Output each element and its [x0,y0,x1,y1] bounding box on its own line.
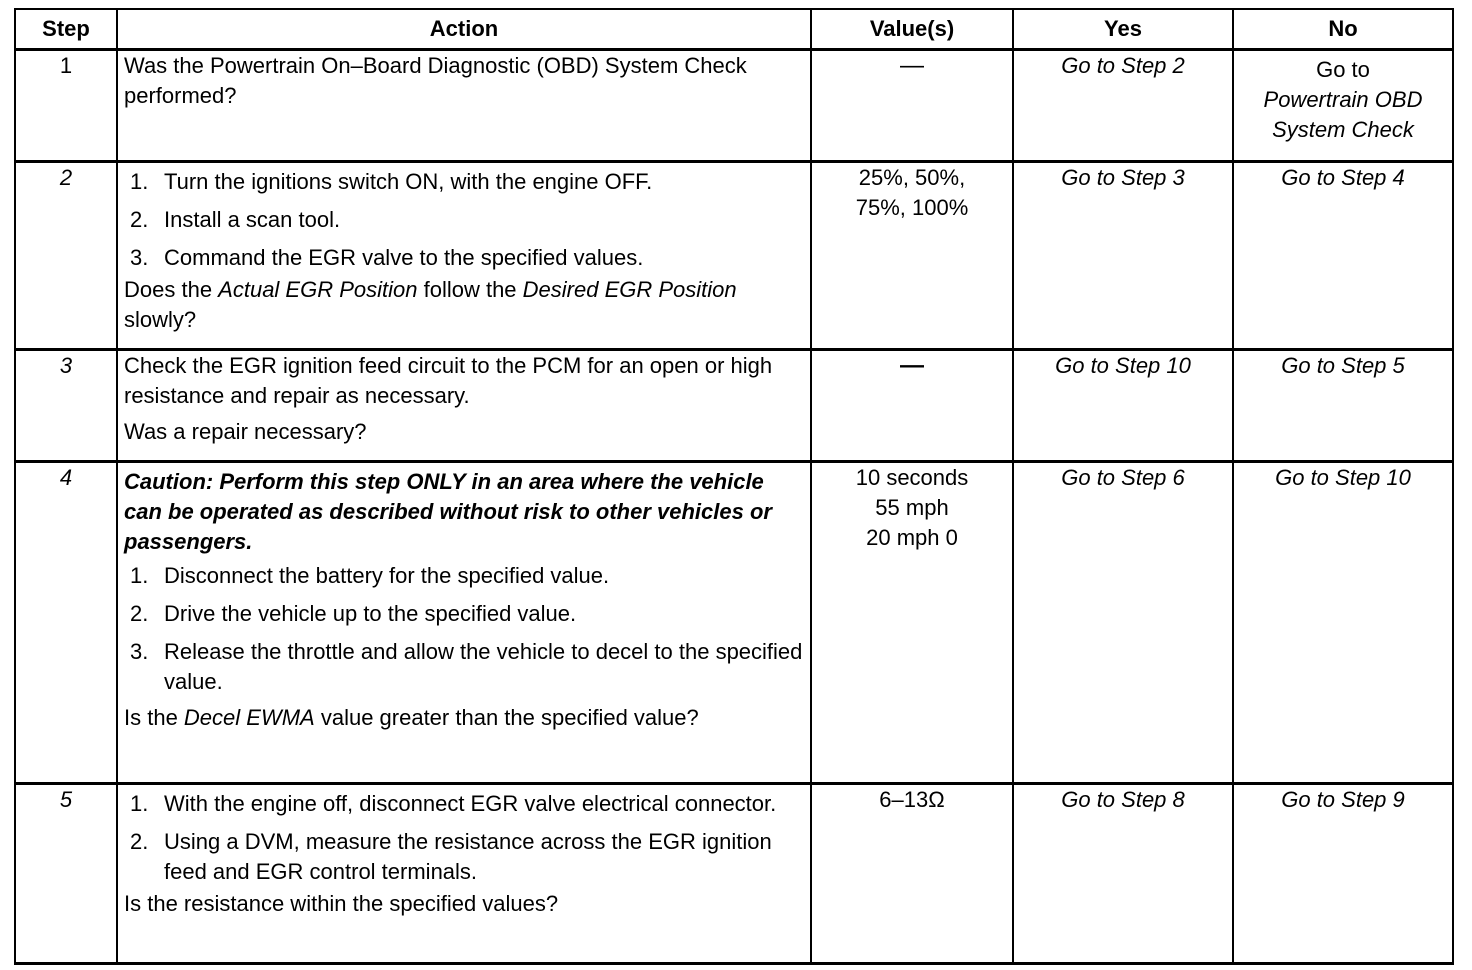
yes-text: Go to Step 6 [1061,465,1185,490]
list-item-text: Using a DVM, measure the resistance across the EGR ignition feed and EGR control terminals. [164,829,772,884]
table-header-row [15,9,1453,50]
list-item-text: Disconnect the battery for the specified value. [164,563,610,588]
list-item [130,243,804,273]
no-text-line1: Go to [1316,57,1370,82]
yes-cell [1013,350,1233,462]
diagnostic-table [14,8,1454,965]
list-item [130,789,804,819]
no-cell [1233,50,1453,162]
table-row [15,50,1453,162]
list-item [130,599,804,629]
value-cell [811,784,1013,964]
list-number: 3. [130,639,149,664]
no-cell [1233,784,1453,964]
action-cell [117,50,811,162]
table-row [15,784,1453,964]
list-item [130,561,804,591]
table-row [15,462,1453,784]
yes-text: Go to Step 2 [1061,53,1185,78]
value-text: 6–13Ω [879,787,945,812]
table-row [15,162,1453,350]
step-number: 3 [15,350,117,462]
caution-text: Caution: Perform this step ONLY in an area where the vehicle can be operated as described without risk to other vehicles or passengers. [124,469,772,554]
action-cell [117,462,811,784]
value-text: — [900,52,924,79]
instruction-list [124,561,804,697]
question-text: Was a repair necessary? [124,419,367,444]
header-values: Value(s) [811,9,1013,50]
action-text: Was the Powertrain On–Board Diagnostic (OBD) System Check performed? [124,53,747,108]
list-item-text: Install a scan tool. [164,207,341,232]
question-part: slowly? [124,307,197,332]
question-emphasis: Actual EGR Position [218,277,418,302]
value-text: 25%, 50%, [858,165,966,190]
list-number: 1. [130,563,149,588]
no-cell [1233,162,1453,350]
question-part: follow the [417,277,523,302]
no-text-link: Powertrain OBD System Check [1263,87,1423,142]
list-item [130,167,804,197]
list-item [130,637,804,697]
header-no: No [1233,9,1453,50]
header-action: Action [117,9,811,50]
instruction-list [124,789,804,887]
question-text: Is the resistance within the specified values? [124,891,559,916]
table-row [15,350,1453,462]
step-number: 4 [15,462,117,784]
list-item-text: Turn the ignitions switch ON, with the engine OFF. [164,169,653,194]
list-item-text: Command the EGR valve to the specified values. [164,245,644,270]
list-number: 3. [130,245,149,270]
no-cell [1233,462,1453,784]
header-step: Step [15,9,117,50]
question-part: Does the [124,277,219,302]
no-text: Go to Step 10 [1275,465,1411,490]
value-text: 75%, 100% [855,195,969,220]
action-cell [117,350,811,462]
no-text: Go to Step 9 [1281,787,1405,812]
instruction-list [124,167,804,273]
yes-text: Go to Step 10 [1055,353,1191,378]
list-item [130,827,804,887]
list-number: 1. [130,791,149,816]
list-item-text: Release the throttle and allow the vehicle to decel to the specified value. [164,639,803,694]
value-text: — [900,352,924,379]
question-emphasis: Desired EGR Position [522,277,737,302]
list-item [130,205,804,235]
value-text: 55 mph [875,495,949,520]
action-text: Check the EGR ignition feed circuit to the PCM for an open or high resistance and repair as necessary. [124,353,773,408]
step-number: 5 [15,784,117,964]
list-item-text: With the engine off, disconnect EGR valve electrical connector. [164,791,777,816]
list-number: 2. [130,207,149,232]
header-yes: Yes [1013,9,1233,50]
yes-cell [1013,50,1233,162]
step-number: 1 [15,50,117,162]
yes-text: Go to Step 3 [1061,165,1185,190]
question-text [124,703,804,733]
action-cell [117,162,811,350]
question-emphasis: Decel EWMA [183,705,315,730]
no-cell [1233,350,1453,462]
value-text: 10 seconds [855,465,969,490]
list-item-text: Drive the vehicle up to the specified value. [164,601,577,626]
value-cell [811,462,1013,784]
value-cell [811,162,1013,350]
value-cell [811,50,1013,162]
list-number: 1. [130,169,149,194]
action-cell [117,784,811,964]
no-text: Go to Step 5 [1281,353,1405,378]
question-part: Is the [124,705,184,730]
step-number: 2 [15,162,117,350]
yes-text: Go to Step 8 [1061,787,1185,812]
value-cell [811,350,1013,462]
question-text [124,275,804,335]
value-text: 20 mph 0 [866,525,958,550]
list-number: 2. [130,601,149,626]
no-text: Go to Step 4 [1281,165,1405,190]
list-number: 2. [130,829,149,854]
question-part: value greater than the specified value? [314,705,699,730]
yes-cell [1013,162,1233,350]
yes-cell [1013,462,1233,784]
yes-cell [1013,784,1233,964]
